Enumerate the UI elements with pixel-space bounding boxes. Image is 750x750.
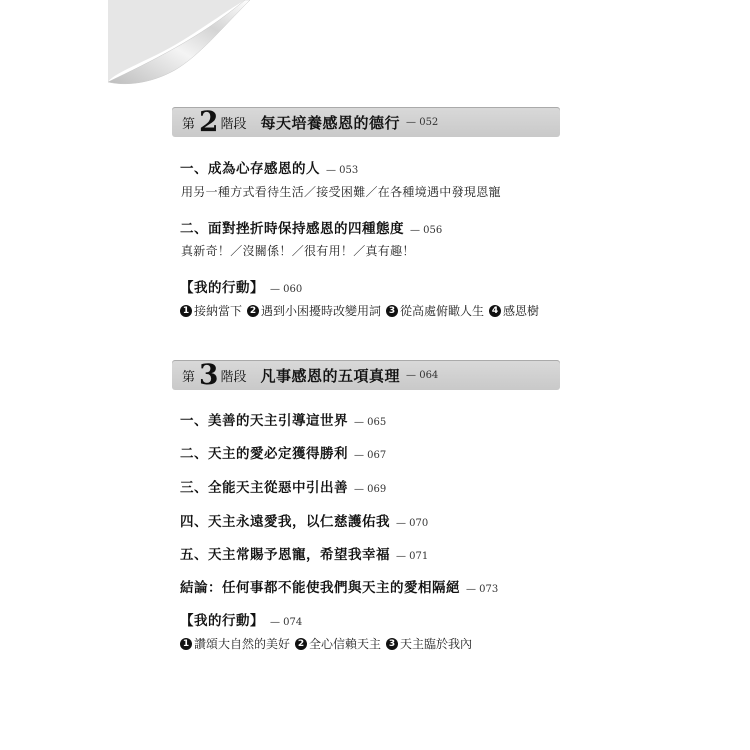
number-bullet-icon: 2: [295, 638, 307, 650]
entry-title: 【我的行動】: [180, 613, 264, 629]
action-item: [295, 635, 381, 652]
number-bullet-icon: 3: [386, 638, 398, 650]
entry-title: 【我的行動】: [180, 280, 264, 296]
toc-entry[interactable]: [180, 476, 386, 496]
entry-title: 二、天主的愛必定獲得勝利: [180, 446, 348, 462]
action-item: [247, 302, 381, 319]
entry-page: — 069: [354, 484, 387, 495]
toc-entry[interactable]: [180, 510, 428, 530]
action-label: 從高處俯瞰人生: [400, 304, 485, 318]
action-item: [489, 302, 539, 319]
part-suffix: 階段: [220, 116, 247, 132]
number-bullet-icon: 4: [489, 305, 501, 317]
toc-entry[interactable]: [180, 442, 386, 462]
part-page: — 052: [406, 116, 439, 128]
number-bullet-icon: 2: [247, 305, 259, 317]
entry-page: — 060: [270, 284, 303, 295]
entry-title: 二、面對挫折時保持感恩的四種態度: [180, 221, 404, 237]
action-label: 讚頌大自然的美好: [194, 637, 291, 651]
part-suffix: 階段: [220, 369, 247, 385]
action-label: 接納當下: [194, 304, 243, 318]
entry-title: 一、美善的天主引導這世界: [180, 413, 348, 429]
entry-title: 五、天主常賜予恩寵，希望我幸福: [180, 547, 390, 563]
action-item: [386, 635, 472, 652]
entry-page: — 053: [326, 165, 359, 176]
part-title: 凡事感恩的五項真理: [260, 366, 401, 385]
toc-entry[interactable]: [180, 276, 302, 296]
action-item: [386, 302, 484, 319]
action-list: [180, 302, 544, 319]
action-item: [180, 635, 290, 652]
action-label: 遇到小困擾時改變用詞: [261, 304, 382, 318]
number-bullet-icon: 3: [386, 305, 398, 317]
entry-page: — 074: [270, 617, 303, 628]
part-prefix: 第: [182, 116, 196, 132]
toc-entry[interactable]: [180, 157, 358, 177]
part-prefix: 第: [182, 369, 196, 385]
action-item: [180, 302, 242, 319]
entry-title: 三、全能天主從惡中引出善: [180, 480, 348, 496]
toc-entry[interactable]: [180, 543, 428, 563]
action-label: 全心信賴天主: [309, 637, 382, 651]
toc-entry[interactable]: [180, 409, 386, 429]
part-3-header: [172, 360, 560, 390]
toc-entry[interactable]: [180, 609, 302, 629]
part-2-header: [172, 107, 560, 137]
number-bullet-icon: 1: [180, 305, 192, 317]
action-list: [180, 635, 477, 652]
entry-title: 四、天主永遠愛我，以仁慈護佑我: [180, 514, 390, 530]
entry-page: — 071: [396, 551, 429, 562]
toc-entry[interactable]: [180, 576, 498, 596]
part-page: — 064: [406, 369, 439, 381]
entry-page: — 065: [354, 417, 387, 428]
entry-page: — 070: [396, 518, 429, 529]
part-number: 3: [199, 358, 219, 391]
entry-page: — 073: [466, 584, 499, 595]
page-curl: [0, 0, 260, 120]
part-number: 2: [199, 105, 219, 138]
number-bullet-icon: 1: [180, 638, 192, 650]
entry-page: — 067: [354, 450, 387, 461]
entry-title: 一、成為心存感恩的人: [180, 161, 320, 177]
part-title: 每天培養感恩的德行: [260, 113, 401, 132]
entry-page: — 056: [410, 225, 443, 236]
action-label: 天主臨於我內: [400, 637, 473, 651]
entry-title: 結論：任何事都不能使我們與天主的愛相隔絕: [180, 580, 460, 596]
entry-subtitle: 真新奇！／沒關係！／很有用！／真有趣！: [181, 244, 415, 258]
toc-entry[interactable]: [180, 217, 442, 237]
entry-subtitle: 用另一種方式看待生活／接受困難／在各種境遇中發現恩寵: [181, 185, 501, 199]
action-label: 感恩樹: [503, 304, 540, 318]
